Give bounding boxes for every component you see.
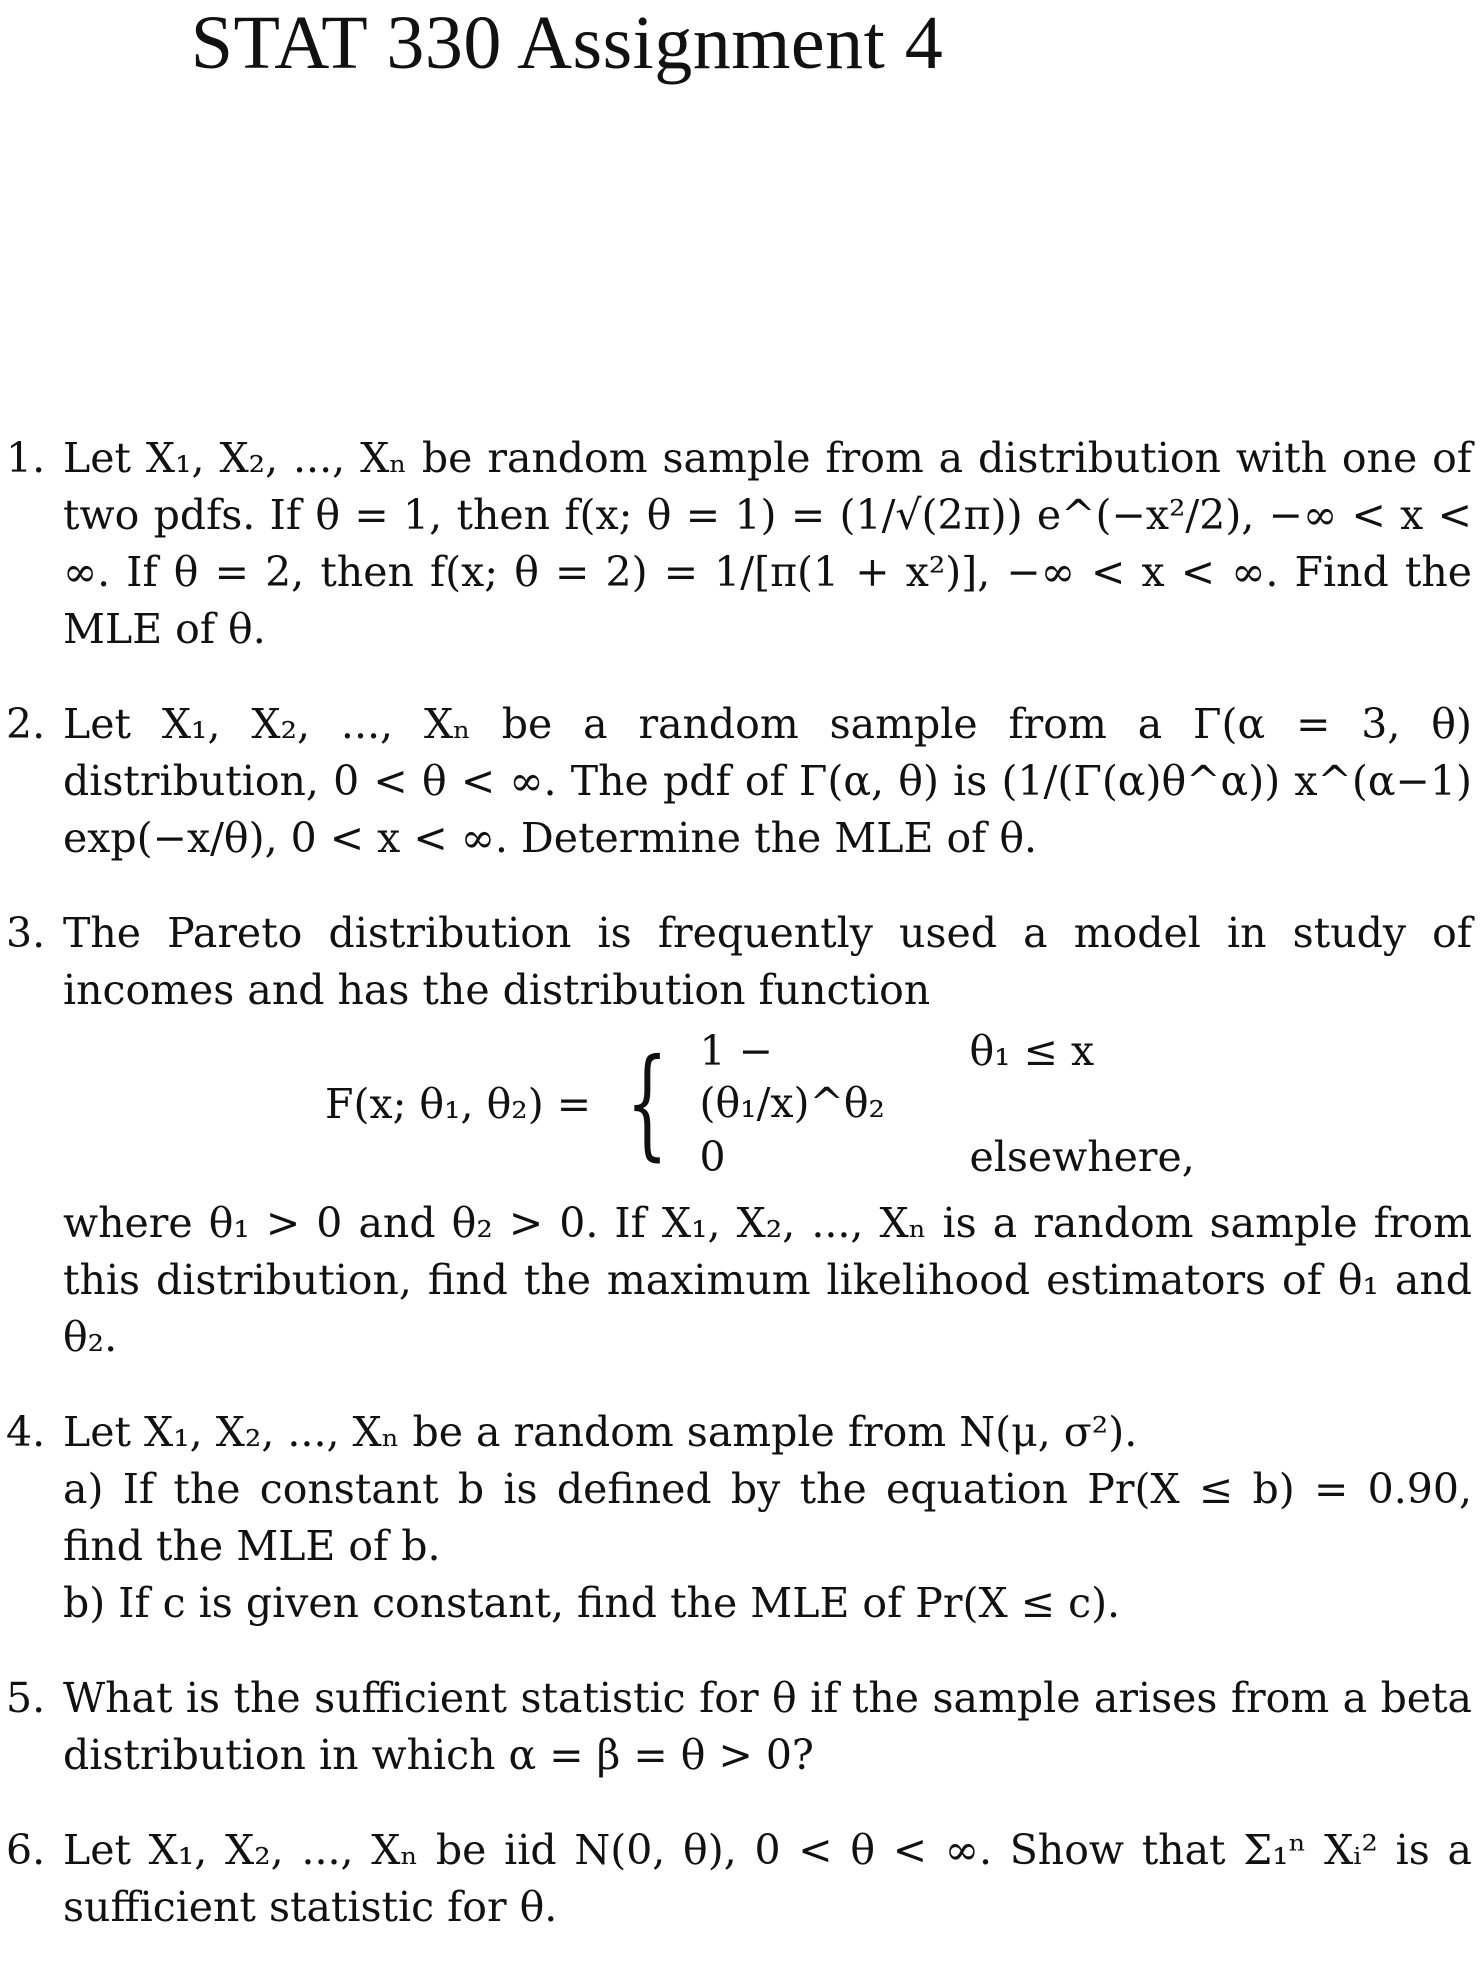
problem-1 xyxy=(0,430,1472,658)
left-brace: { xyxy=(626,1034,669,1173)
problem-part-b: b) If c is given constant, find the MLE of Pr(X ≤ c). xyxy=(63,1579,1121,1627)
problem-text: Let X₁, X₂, ..., Xₙ be iid N(0, θ), 0 < θ < ∞. Show that Σ₁ⁿ Xᵢ² is a sufficient statistic for θ. xyxy=(63,1826,1472,1931)
problem-text: Let X₁, X₂, ..., Xₙ be a random sample from a Γ(α = 3, θ) distribution, 0 < θ < ∞. The pdf of Γ(α, θ) is (1/(Γ(α)θ^α)) x^(α−1) exp(−x/θ), 0 < x < ∞. Determine the MLE of θ. xyxy=(63,700,1472,862)
case-2-expression: 0 xyxy=(699,1133,726,1181)
case-1-expression: 1 − (θ₁/x)^θ₂ xyxy=(699,1027,885,1127)
formula-lhs: F(x; θ₁, θ₂) = xyxy=(325,1079,592,1128)
problem-number: 1. xyxy=(6,434,46,482)
problem-text: Let X₁, X₂, ..., Xₙ be random sample from a distribution with one of two pdfs. If θ = 1, then f(x; θ = 1) = (1/√(2π)) e^(−x²/2), −∞ < x < ∞. If θ = 2, then f(x; θ = 2) = 1/[π(1 + x²)], −∞ < x < ∞. Find the MLE of θ. xyxy=(63,434,1472,653)
problem-text: What is the sufficient statistic for θ if the sample arises from a beta distribution in which α = β = θ > 0? xyxy=(63,1674,1472,1779)
problem-5 xyxy=(0,1670,1472,1784)
problem-3 xyxy=(0,905,1472,1366)
problem-6 xyxy=(0,1822,1472,1936)
case-1-condition: θ₁ ≤ x xyxy=(969,1027,1095,1075)
pareto-formula xyxy=(63,1027,1472,1181)
formula-cases xyxy=(699,1025,1209,1183)
case-2-condition: elsewhere, xyxy=(969,1133,1195,1181)
problem-part-a: a) If the constant b is defined by the equation Pr(X ≤ b) = 0.90, find the MLE of b. xyxy=(63,1465,1472,1570)
problem-4 xyxy=(0,1404,1472,1632)
problem-number: 5. xyxy=(6,1674,46,1722)
problem-number: 3. xyxy=(6,909,46,957)
problem-intro: The Pareto distribution is frequently used a model in study of incomes and has the distribution function xyxy=(63,909,1472,1014)
problem-list xyxy=(0,430,1472,1974)
problem-number: 2. xyxy=(6,700,46,748)
problem-outro: where θ₁ > 0 and θ₂ > 0. If X₁, X₂, ..., Xₙ is a random sample from this distribution, find the maximum likelihood estimators of θ₁ and θ₂. xyxy=(63,1199,1472,1361)
problem-lead: Let X₁, X₂, ..., Xₙ be a random sample from N(μ, σ²). xyxy=(63,1408,1138,1456)
problem-number: 6. xyxy=(6,1826,46,1874)
problem-2 xyxy=(0,696,1472,867)
document-title: STAT 330 Assignment 4 xyxy=(190,1,944,85)
problem-number: 4. xyxy=(6,1408,46,1456)
